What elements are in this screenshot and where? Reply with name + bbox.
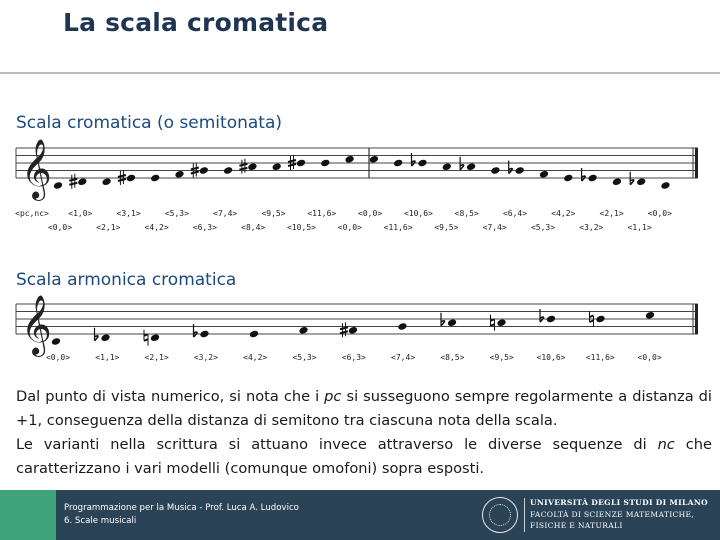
note-head (199, 166, 209, 175)
footer-course-line: Programmazione per la Musica - Prof. Luca A. Ludovico (64, 503, 299, 513)
pc-nc-label: <6,3> (192, 223, 217, 232)
note-head (344, 155, 354, 164)
note-head (320, 159, 330, 168)
sharp-icon (69, 174, 77, 189)
note-head (539, 170, 549, 179)
note-head (296, 159, 306, 168)
pc-nc-label: <5,3> (292, 353, 317, 362)
flat-icon (412, 153, 416, 166)
note-head (515, 166, 525, 175)
pc-nc-label: <3,2> (193, 353, 218, 362)
note-head (298, 326, 308, 335)
pc-nc-label: <0,0> (337, 223, 362, 232)
harmonic-chromatic-scale-staff (0, 295, 720, 368)
footer-accent (0, 490, 56, 540)
flat-icon (194, 324, 198, 337)
university-seal-icon (482, 497, 518, 533)
pc-nc-label: <10,5> (287, 223, 316, 232)
treble-clef-icon: 𝄞 (21, 295, 52, 355)
note-head (249, 330, 259, 339)
footer-course-info (64, 502, 299, 528)
note-head (496, 318, 506, 327)
pc-nc-label: <11,6> (585, 353, 615, 362)
section-title-harmonic: Scala armonica cromatica (16, 270, 237, 290)
note-head (490, 166, 500, 175)
footer-lesson-line: 6. Scale musicali (64, 516, 137, 526)
sharp-icon (239, 159, 247, 174)
pc-nc-label: <10,6> (536, 353, 566, 362)
footer-bar (0, 490, 720, 540)
pc-nc-label: <8,4> (241, 223, 266, 232)
note-head (393, 159, 403, 168)
pc-nc-label: <1,1> (627, 223, 652, 232)
note-head (150, 174, 160, 183)
pc-nc-label: <9,5> (261, 209, 286, 218)
note-head (417, 159, 427, 168)
sharp-bar (239, 164, 247, 166)
treble-clef-icon: 𝄞 (21, 139, 52, 199)
explanation-text (16, 385, 712, 481)
pc-nc-label: <4,2> (144, 223, 169, 232)
sharp-icon (340, 322, 348, 337)
note-head (174, 170, 184, 179)
note-head (442, 162, 452, 171)
pc-nc-label: <3,1> (116, 209, 141, 218)
sharp-bar (191, 172, 199, 174)
note-head (223, 166, 233, 175)
pc-nc-label: <1,1> (95, 353, 120, 362)
pc-nc-label: <2,1> (144, 353, 169, 362)
faculty-name-line1: FACOLTÀ DI SCIENZE MATEMATICHE, (530, 509, 695, 519)
pc-nc-label: <6,4> (502, 209, 528, 218)
flat-icon (540, 309, 544, 322)
note-head (546, 315, 556, 324)
pc-nc-label: <10,6> (403, 209, 433, 218)
pc-nc-label: <11,6> (307, 209, 337, 218)
flat-icon (509, 161, 513, 174)
title-rule (0, 72, 720, 74)
university-logo-text (530, 497, 708, 532)
sharp-bar (191, 168, 199, 170)
natural-icon (144, 330, 148, 346)
pc-nc-label: <0,0> (47, 223, 73, 232)
pc-nc-label: <8,5> (454, 209, 479, 218)
note-head (77, 177, 87, 186)
note-head (595, 315, 605, 324)
note-head (150, 333, 160, 342)
natural-bar (590, 316, 594, 318)
pc-nc-label: <pc,nc> (15, 209, 49, 218)
note-head (199, 330, 209, 339)
pc-nc-label: <5,3> (164, 209, 189, 218)
pc-nc-label: <11,6> (383, 223, 413, 232)
pc-nc-label: <0,0> (45, 353, 71, 362)
pc-nc-label: <6,3> (341, 353, 366, 362)
sharp-bar (239, 168, 247, 170)
explanation-paragraph-2: Le varianti nella scrittura si attuano invece attraverso le diverse sequenze di nc che caratterizzano i vari modelli (comunque omofoni) sopra esposti. (16, 436, 712, 477)
note-head (612, 177, 622, 186)
pc-nc-label: <4,2> (243, 353, 268, 362)
pc-nc-label: <7,4> (482, 223, 507, 232)
note-head (587, 174, 597, 183)
pc-nc-label: <5,3> (530, 223, 556, 232)
sharp-bar (69, 183, 77, 185)
chromatic-scale-staff (0, 140, 720, 230)
pc-nc-label: <7,4> (213, 209, 238, 218)
pc-nc-label: <2,1> (599, 209, 624, 218)
sharp-bar (340, 331, 348, 333)
sharp-bar (69, 179, 77, 181)
section-title-chromatic: Scala cromatica (o semitonata) (16, 113, 283, 133)
pc-nc-label: <7,4> (391, 353, 416, 362)
note-head (369, 155, 379, 164)
note-head (563, 174, 573, 183)
pc-nc-label: <8,5> (440, 353, 465, 362)
pc-nc-label: <2,1> (96, 223, 121, 232)
pc-nc-label: <9,5> (434, 223, 459, 232)
faculty-name-line2: FISICHE E NATURALI (530, 521, 623, 530)
note-head (660, 181, 670, 190)
note-head (348, 326, 358, 335)
explanation-paragraph-1: Dal punto di vista numerico, si nota che i pc si susseguono sempre regolarmente a distanza di +1, conseguenza della distanza di semitono tra ciascuna nota della scala. (16, 388, 712, 429)
pc-nc-label: <0,0> (637, 353, 662, 362)
slide-title: La scala cromatica (63, 8, 329, 37)
natural-bar (491, 319, 495, 321)
sharp-bar (288, 164, 296, 166)
pc-nc-label: <4,2> (551, 209, 576, 218)
note-head (636, 177, 646, 186)
sharp-bar (340, 327, 348, 329)
note-head (51, 337, 61, 346)
natural-bar (144, 334, 148, 336)
note-head (126, 174, 136, 183)
note-head (247, 162, 257, 171)
note-head (645, 311, 655, 320)
note-head (272, 162, 282, 171)
note-head (397, 322, 407, 331)
note-head (100, 333, 110, 342)
natural-bar (144, 339, 148, 341)
note-head (101, 177, 111, 186)
pc-nc-label: <9,5> (489, 353, 514, 362)
pc-nc-label: <0,0> (647, 209, 672, 218)
sharp-bar (118, 175, 126, 177)
pc-nc-label: <1,0> (68, 209, 93, 218)
note-head (447, 318, 457, 327)
pc-nc-label: <3,2> (579, 223, 604, 232)
sharp-bar (288, 160, 296, 162)
university-name: UNIVERSITÀ DEGLI STUDI DI MILANO (530, 498, 708, 507)
sharp-bar (118, 179, 126, 181)
pc-nc-label: <0,0> (358, 209, 383, 218)
natural-bar (491, 324, 495, 326)
natural-bar (590, 321, 594, 323)
flat-icon (582, 168, 586, 181)
note-head (466, 162, 476, 171)
note-head (53, 181, 63, 190)
natural-icon (491, 315, 495, 331)
logo-separator (524, 498, 525, 532)
